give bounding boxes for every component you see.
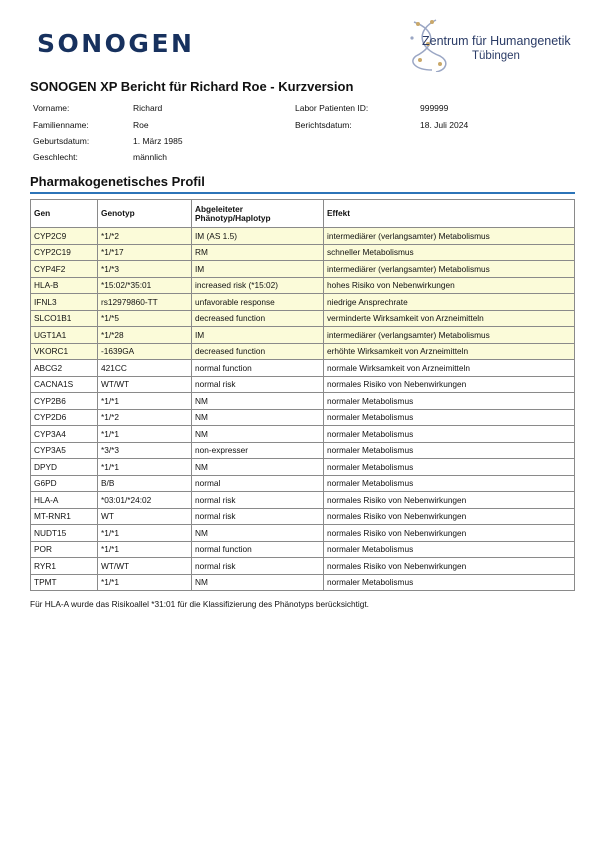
- table-row: [31, 558, 575, 575]
- table-row: [31, 294, 575, 311]
- cell-gen: HLA-B: [31, 277, 98, 294]
- cell-effekt: normaler Metabolismus: [324, 442, 575, 459]
- cell-genotyp: -1639GA: [98, 343, 192, 360]
- vorname-label: Vorname:: [33, 103, 70, 113]
- section-title: Pharmakogenetisches Profil: [30, 174, 205, 189]
- logo-subtitle: Tübingen: [472, 50, 520, 62]
- cell-gen: CYP3A4: [31, 426, 98, 443]
- table-row: [31, 244, 575, 261]
- cell-effekt: erhöhte Wirksamkeit von Arzneimitteln: [324, 343, 575, 360]
- table-row: [31, 261, 575, 278]
- cell-phaenotyp: decreased function: [192, 343, 324, 360]
- table-row: [31, 310, 575, 327]
- cell-effekt: normales Risiko von Nebenwirkungen: [324, 508, 575, 525]
- cell-phaenotyp: normal risk: [192, 508, 324, 525]
- header-phaenotyp: Abgeleiteter Phänotyp/Haplotyp: [192, 200, 324, 228]
- cell-gen: CYP2C9: [31, 228, 98, 245]
- labor-id-value: 999999: [420, 103, 449, 113]
- cell-genotyp: WT/WT: [98, 376, 192, 393]
- berichtsdatum-value: 18. Juli 2024: [420, 120, 469, 130]
- cell-phaenotyp: IM: [192, 327, 324, 344]
- table-header-row: [31, 200, 575, 228]
- sonogen-logo: SONOGEN: [37, 29, 195, 58]
- cell-gen: CYP4F2: [31, 261, 98, 278]
- logo-title: Zentrum für Humangenetik: [422, 34, 571, 48]
- cell-genotyp: *1/*1: [98, 525, 192, 542]
- cell-phaenotyp: normal risk: [192, 376, 324, 393]
- cell-phaenotyp: NM: [192, 574, 324, 591]
- cell-phaenotyp: decreased function: [192, 310, 324, 327]
- cell-gen: IFNL3: [31, 294, 98, 311]
- geburtsdatum-label: Geburtsdatum:: [33, 136, 90, 146]
- cell-genotyp: rs12979860-TT: [98, 294, 192, 311]
- table-row: [31, 228, 575, 245]
- cell-phaenotyp: IM (AS 1.5): [192, 228, 324, 245]
- report-title: SONOGEN XP Bericht für Richard Roe - Kurzversion: [30, 79, 354, 94]
- table-row: [31, 492, 575, 509]
- cell-effekt: intermediärer (verlangsamter) Metabolismus: [324, 327, 575, 344]
- cell-phaenotyp: normal: [192, 475, 324, 492]
- cell-phaenotyp: normal function: [192, 541, 324, 558]
- table-row: [31, 277, 575, 294]
- cell-effekt: normaler Metabolismus: [324, 409, 575, 426]
- geschlecht-label: Geschlecht:: [33, 152, 78, 162]
- cell-gen: VKORC1: [31, 343, 98, 360]
- table-row: [31, 508, 575, 525]
- cell-effekt: schneller Metabolismus: [324, 244, 575, 261]
- table-row: [31, 393, 575, 410]
- header-effekt: Effekt: [324, 200, 575, 228]
- cell-phaenotyp: normal function: [192, 360, 324, 377]
- cell-genotyp: *1/*2: [98, 228, 192, 245]
- berichtsdatum-label: Berichtsdatum:: [295, 120, 352, 130]
- cell-effekt: normales Risiko von Nebenwirkungen: [324, 558, 575, 575]
- cell-genotyp: *1/*1: [98, 574, 192, 591]
- cell-genotyp: *1/*17: [98, 244, 192, 261]
- table-row: [31, 360, 575, 377]
- labor-id-label: Labor Patienten ID:: [295, 103, 369, 113]
- cell-genotyp: WT: [98, 508, 192, 525]
- section-heading: [30, 173, 575, 194]
- pharmacogenetic-table: [30, 199, 575, 591]
- cell-effekt: normaler Metabolismus: [324, 426, 575, 443]
- familienname-label: Familienname:: [33, 120, 89, 130]
- cell-genotyp: *1/*1: [98, 426, 192, 443]
- cell-phaenotyp: NM: [192, 459, 324, 476]
- cell-effekt: normaler Metabolismus: [324, 541, 575, 558]
- cell-gen: RYR1: [31, 558, 98, 575]
- cell-phaenotyp: unfavorable response: [192, 294, 324, 311]
- table-row: [31, 442, 575, 459]
- table-row: [31, 541, 575, 558]
- cell-phaenotyp: IM: [192, 261, 324, 278]
- cell-gen: MT-RNR1: [31, 508, 98, 525]
- cell-genotyp: *1/*1: [98, 459, 192, 476]
- cell-effekt: verminderte Wirksamkeit von Arzneimitteln: [324, 310, 575, 327]
- cell-genotyp: *1/*28: [98, 327, 192, 344]
- cell-genotyp: B/B: [98, 475, 192, 492]
- table-row: [31, 426, 575, 443]
- table-row: [31, 327, 575, 344]
- cell-gen: CYP2C19: [31, 244, 98, 261]
- cell-gen: CYP3A5: [31, 442, 98, 459]
- cell-phaenotyp: NM: [192, 409, 324, 426]
- cell-effekt: normaler Metabolismus: [324, 574, 575, 591]
- cell-phaenotyp: normal risk: [192, 492, 324, 509]
- cell-phaenotyp: normal risk: [192, 558, 324, 575]
- cell-gen: HLA-A: [31, 492, 98, 509]
- cell-gen: SLCO1B1: [31, 310, 98, 327]
- cell-effekt: normaler Metabolismus: [324, 393, 575, 410]
- cell-effekt: normales Risiko von Nebenwirkungen: [324, 376, 575, 393]
- cell-effekt: normales Risiko von Nebenwirkungen: [324, 525, 575, 542]
- cell-effekt: normale Wirksamkeit von Arzneimitteln: [324, 360, 575, 377]
- cell-gen: ABCG2: [31, 360, 98, 377]
- header-genotyp: Genotyp: [98, 200, 192, 228]
- cell-phaenotyp: NM: [192, 393, 324, 410]
- vorname-value: Richard: [133, 103, 163, 113]
- cell-gen: G6PD: [31, 475, 98, 492]
- cell-effekt: normaler Metabolismus: [324, 475, 575, 492]
- table-row: [31, 475, 575, 492]
- header-gen: Gen: [31, 200, 98, 228]
- cell-gen: UGT1A1: [31, 327, 98, 344]
- cell-effekt: niedrige Ansprechrate: [324, 294, 575, 311]
- cell-effekt: normaler Metabolismus: [324, 459, 575, 476]
- cell-effekt: normales Risiko von Nebenwirkungen: [324, 492, 575, 509]
- cell-genotyp: *1/*5: [98, 310, 192, 327]
- cell-phaenotyp: NM: [192, 525, 324, 542]
- cell-effekt: hohes Risiko von Nebenwirkungen: [324, 277, 575, 294]
- zentrum-humangenetik-logo: [406, 16, 576, 72]
- cell-gen: NUDT15: [31, 525, 98, 542]
- cell-phaenotyp: increased risk (*15:02): [192, 277, 324, 294]
- cell-phaenotyp: NM: [192, 426, 324, 443]
- footnote: Für HLA-A wurde das Risikoallel *31:01 für die Klassifizierung des Phänotyps berücksichtigt.: [30, 599, 369, 609]
- cell-gen: CACNA1S: [31, 376, 98, 393]
- familienname-value: Roe: [133, 120, 149, 130]
- table-row: [31, 376, 575, 393]
- cell-gen: CYP2D6: [31, 409, 98, 426]
- cell-genotyp: *15:02/*35:01: [98, 277, 192, 294]
- cell-effekt: intermediärer (verlangsamter) Metabolismus: [324, 261, 575, 278]
- cell-genotyp: *1/*1: [98, 541, 192, 558]
- cell-gen: TPMT: [31, 574, 98, 591]
- geschlecht-value: männlich: [133, 152, 168, 162]
- cell-genotyp: *03:01/*24:02: [98, 492, 192, 509]
- table-row: [31, 459, 575, 476]
- cell-genotyp: *1/*2: [98, 409, 192, 426]
- cell-gen: DPYD: [31, 459, 98, 476]
- cell-genotyp: *3/*3: [98, 442, 192, 459]
- cell-phaenotyp: non-expresser: [192, 442, 324, 459]
- table-row: [31, 525, 575, 542]
- table-row: [31, 409, 575, 426]
- geburtsdatum-value: 1. März 1985: [133, 136, 183, 146]
- table-row: [31, 343, 575, 360]
- cell-genotyp: *1/*1: [98, 393, 192, 410]
- cell-effekt: intermediärer (verlangsamter) Metabolismus: [324, 228, 575, 245]
- cell-genotyp: 421CC: [98, 360, 192, 377]
- table-row: [31, 574, 575, 591]
- cell-genotyp: *1/*3: [98, 261, 192, 278]
- cell-phaenotyp: RM: [192, 244, 324, 261]
- cell-genotyp: WT/WT: [98, 558, 192, 575]
- cell-gen: POR: [31, 541, 98, 558]
- cell-gen: CYP2B6: [31, 393, 98, 410]
